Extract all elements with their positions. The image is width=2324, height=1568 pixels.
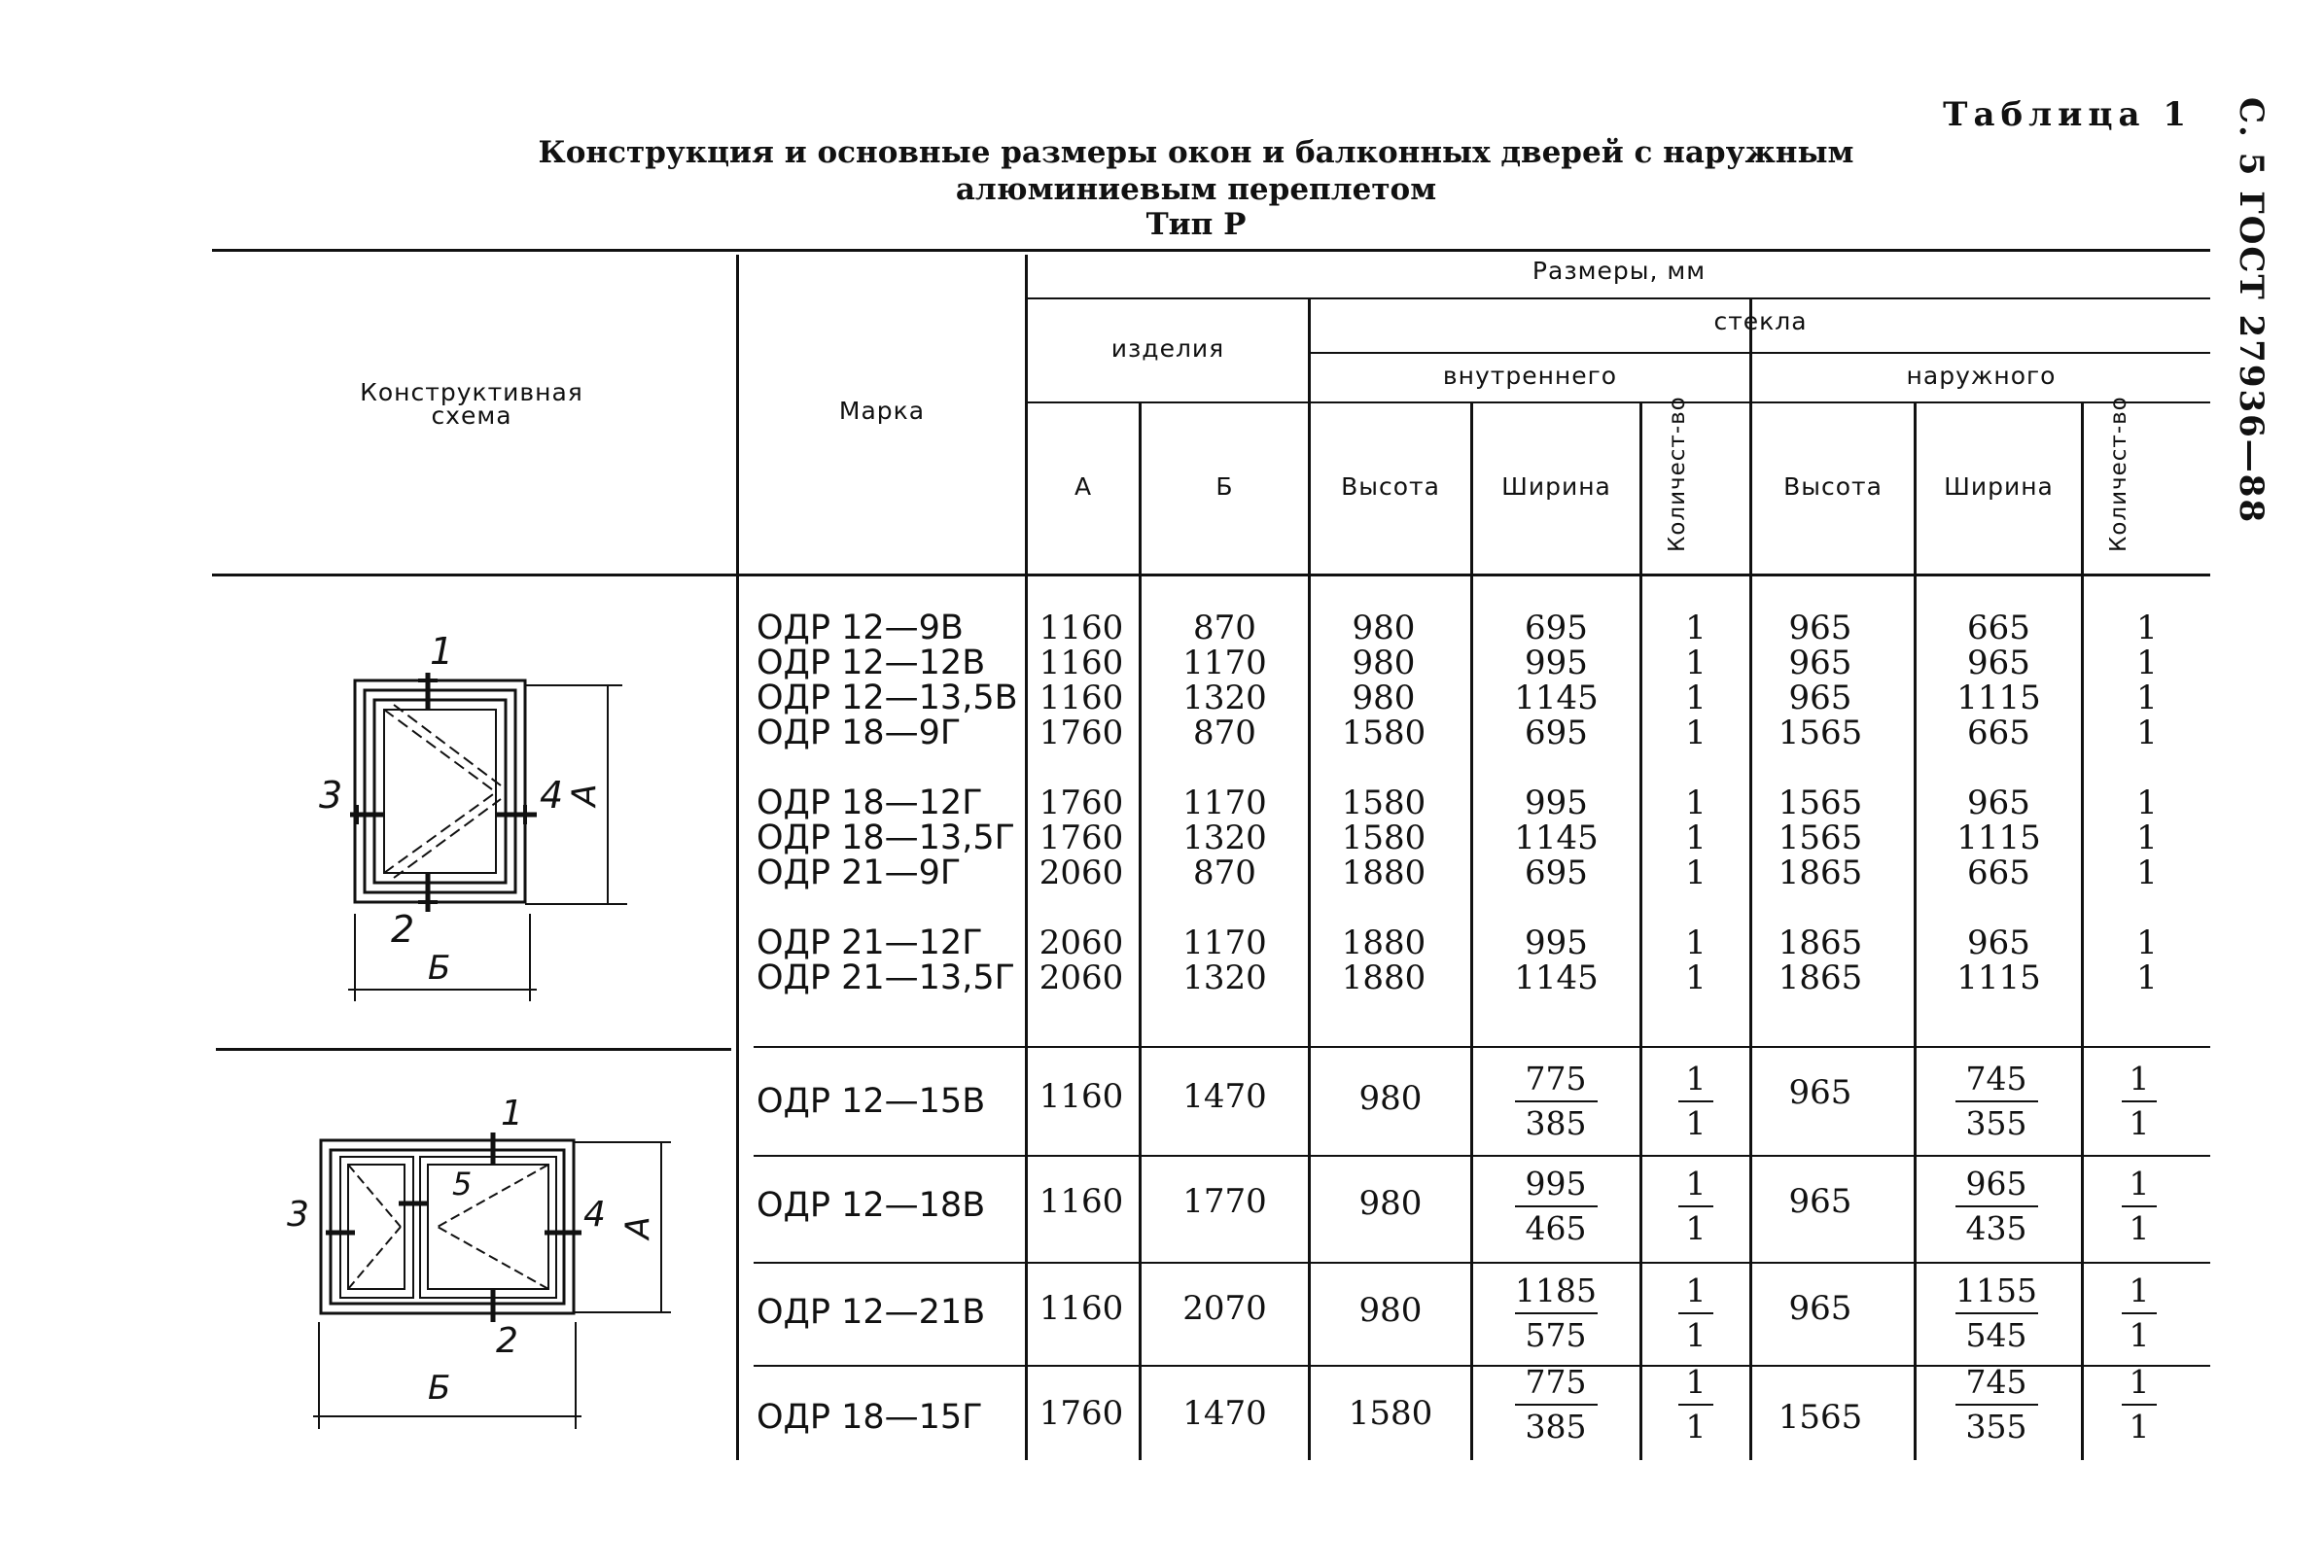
header-outer: наружного (1906, 362, 2057, 390)
cell-inner-height: 1580 (1341, 784, 1426, 822)
cell-b: 1320 (1182, 819, 1267, 857)
header-a: А (1074, 472, 1093, 501)
cell-outer-height: 1565 (1778, 714, 1863, 752)
fraction-denominator: 355 (1965, 1408, 2027, 1446)
fraction-denominator: 1 (1685, 1104, 1707, 1142)
cell-outer-height: 1565 (1778, 1398, 1863, 1437)
cell-a: 1160 (1039, 679, 1124, 717)
fraction-denominator: 1 (1685, 1408, 1707, 1446)
fraction-denominator: 575 (1525, 1316, 1587, 1354)
table-label: Таблица 1 (1943, 95, 2192, 134)
row-mark: ОДР 18—15Г (757, 1398, 983, 1437)
cell-inner-qty: 1 (1685, 958, 1707, 997)
cell-b: 870 (1193, 609, 1256, 647)
row-mark: ОДР 12—9В (757, 609, 964, 647)
cell-inner-qty-fraction (1667, 1361, 1725, 1448)
header-sizes: Размеры, мм (1532, 257, 1707, 285)
cell-outer-width-fraction (1938, 1270, 2055, 1357)
cell-inner-width: 1145 (1514, 958, 1599, 997)
header-inner: внутреннего (1442, 362, 1618, 390)
fraction-denominator: 1 (2129, 1316, 2150, 1354)
fraction-numerator: 1 (2122, 1270, 2157, 1314)
header-inner-width: Ширина (1501, 472, 1611, 501)
header-mark: Марка (838, 397, 926, 425)
cell-inner-height: 1580 (1341, 819, 1426, 857)
cell-inner-qty-fraction (1667, 1270, 1725, 1357)
cell-inner-width: 995 (1525, 784, 1588, 822)
header-product: изделия (1110, 334, 1225, 363)
cell-b: 1320 (1182, 679, 1267, 717)
cell-inner-width: 1145 (1514, 679, 1599, 717)
diagram1-label-3: 3 (319, 774, 343, 817)
cell-a: 1760 (1039, 784, 1124, 822)
fraction-numerator: 1 (2122, 1058, 2157, 1102)
header-outer-height: Высота (1783, 472, 1883, 501)
cell-outer-qty-fraction (2110, 1270, 2168, 1357)
row-mark: ОДР 18—13,5Г (757, 819, 1015, 857)
cell-inner-width: 1145 (1514, 819, 1599, 857)
fraction-numerator: 1155 (1955, 1270, 2038, 1314)
cell-b: 870 (1193, 714, 1256, 752)
row-mark: ОДР 12—21В (757, 1293, 986, 1332)
cell-inner-height: 980 (1358, 1291, 1423, 1330)
fraction-denominator: 435 (1965, 1209, 2027, 1247)
cell-outer-qty: 1 (2136, 644, 2158, 682)
cell-inner-height: 980 (1352, 609, 1416, 647)
fraction-numerator: 1 (1678, 1058, 1713, 1102)
cell-outer-height: 1865 (1778, 923, 1863, 962)
cell-inner-width-fraction (1497, 1058, 1614, 1145)
cell-inner-height: 1880 (1341, 923, 1426, 962)
fraction-denominator: 1 (1685, 1316, 1707, 1354)
table-title-type: Тип Р (1145, 207, 1247, 242)
diagram1-label-1: 1 (430, 630, 454, 673)
fraction-numerator: 1 (1678, 1163, 1713, 1207)
cell-inner-qty: 1 (1685, 644, 1707, 682)
cell-inner-width-fraction (1497, 1361, 1614, 1448)
cell-b: 1170 (1182, 644, 1267, 682)
cell-outer-qty: 1 (2136, 784, 2158, 822)
fraction-denominator: 385 (1525, 1104, 1587, 1142)
fraction-denominator: 355 (1965, 1104, 2027, 1142)
fraction-denominator: 1 (2129, 1104, 2150, 1142)
cell-a: 2060 (1039, 854, 1124, 892)
row-mark: ОДР 18—9Г (757, 714, 962, 752)
cell-outer-width: 965 (1967, 644, 2030, 682)
cell-inner-qty: 1 (1685, 784, 1707, 822)
row-mark: ОДР 12—18В (757, 1186, 986, 1225)
fraction-numerator: 1 (1678, 1361, 1713, 1406)
cell-outer-width-fraction (1938, 1163, 2055, 1250)
header-outer-width: Ширина (1944, 472, 2054, 501)
cell-b: 1170 (1182, 784, 1267, 822)
cell-outer-width: 965 (1967, 784, 2030, 822)
cell-outer-qty-fraction (2110, 1058, 2168, 1145)
table-title-line1: Конструкция и основные размеры окон и балконных дверей с наружным (538, 135, 1854, 170)
cell-inner-qty: 1 (1685, 854, 1707, 892)
cell-outer-height: 965 (1788, 1182, 1852, 1221)
cell-b: 1320 (1182, 958, 1267, 997)
row-mark: ОДР 12—15В (757, 1082, 986, 1121)
fraction-numerator: 745 (1955, 1361, 2038, 1406)
diagram1-label-2: 2 (391, 908, 415, 951)
cell-outer-height: 1865 (1778, 854, 1863, 892)
row-mark: ОДР 21—12Г (757, 923, 983, 962)
diagram1-label-a: А (565, 784, 605, 807)
header-b: Б (1215, 472, 1234, 501)
cell-a: 1160 (1039, 1182, 1124, 1221)
cell-outer-qty: 1 (2136, 609, 2158, 647)
diagram2-label-5: 5 (452, 1166, 473, 1202)
fraction-numerator: 1 (2122, 1361, 2157, 1406)
cell-a: 1760 (1039, 819, 1124, 857)
cell-inner-qty-fraction (1667, 1163, 1725, 1250)
diagram2-label-a: А (618, 1216, 658, 1239)
cell-b: 2070 (1182, 1289, 1267, 1328)
double-sash-diagram (313, 1132, 671, 1429)
cell-inner-width-fraction (1497, 1163, 1614, 1250)
cell-a: 1760 (1039, 714, 1124, 752)
header-inner-qty: Количест-во (1665, 396, 1690, 552)
fraction-numerator: 775 (1515, 1361, 1598, 1406)
table-title-line2: алюминиевым переплетом (955, 172, 1437, 207)
cell-inner-qty-fraction (1667, 1058, 1725, 1145)
header-outer-qty: Количест-во (2106, 396, 2131, 552)
row-mark: ОДР 21—13,5Г (757, 958, 1015, 997)
gost-page-header: С. 5 ГОСТ 27936—88 (2232, 97, 2271, 525)
cell-outer-width: 1115 (1956, 679, 2041, 717)
cell-a: 1160 (1039, 1077, 1124, 1116)
cell-outer-width: 665 (1967, 714, 2030, 752)
cell-inner-width-fraction (1497, 1270, 1614, 1357)
cell-outer-width: 1115 (1956, 958, 2041, 997)
header-glass: стекла (1713, 307, 1808, 335)
cell-outer-height: 965 (1788, 644, 1852, 682)
cell-inner-qty: 1 (1685, 609, 1707, 647)
cell-a: 1160 (1039, 1289, 1124, 1328)
fraction-denominator: 545 (1965, 1316, 2027, 1354)
cell-a: 1160 (1039, 644, 1124, 682)
cell-inner-qty: 1 (1685, 679, 1707, 717)
cell-outer-qty: 1 (2136, 958, 2158, 997)
cell-inner-width: 995 (1525, 644, 1588, 682)
cell-inner-height: 980 (1358, 1184, 1423, 1223)
cell-inner-height: 980 (1358, 1079, 1423, 1118)
cell-inner-qty: 1 (1685, 819, 1707, 857)
fraction-denominator: 465 (1525, 1209, 1587, 1247)
cell-outer-qty: 1 (2136, 819, 2158, 857)
cell-outer-width-fraction (1938, 1361, 2055, 1448)
single-sash-diagram (348, 673, 627, 1001)
cell-inner-width: 695 (1525, 854, 1588, 892)
row-mark: ОДР 18—12Г (757, 784, 983, 822)
diagram2-label-4: 4 (583, 1195, 606, 1235)
cell-outer-height: 965 (1788, 1289, 1852, 1328)
cell-inner-height: 980 (1352, 679, 1416, 717)
cell-outer-width: 1115 (1956, 819, 2041, 857)
row-mark: ОДР 12—12В (757, 644, 986, 682)
cell-inner-height: 1580 (1348, 1394, 1433, 1433)
cell-a: 1760 (1039, 1394, 1124, 1433)
cell-outer-height: 965 (1788, 679, 1852, 717)
cell-a: 1160 (1039, 609, 1124, 647)
fraction-numerator: 745 (1955, 1058, 2038, 1102)
fraction-numerator: 965 (1955, 1163, 2038, 1207)
cell-inner-width: 695 (1525, 714, 1588, 752)
cell-outer-height: 1865 (1778, 958, 1863, 997)
cell-b: 870 (1193, 854, 1256, 892)
fraction-denominator: 1 (2129, 1209, 2150, 1247)
cell-outer-width: 965 (1967, 923, 2030, 962)
cell-outer-qty: 1 (2136, 923, 2158, 962)
cell-outer-width: 665 (1967, 854, 2030, 892)
cell-outer-height: 1565 (1778, 819, 1863, 857)
cell-outer-width-fraction (1938, 1058, 2055, 1145)
cell-inner-width: 695 (1525, 609, 1588, 647)
cell-outer-qty-fraction (2110, 1361, 2168, 1448)
diagram2-label-b: Б (428, 1369, 451, 1408)
fraction-numerator: 775 (1515, 1058, 1598, 1102)
cell-b: 1770 (1182, 1182, 1267, 1221)
diagram2-label-1: 1 (501, 1094, 523, 1133)
cell-outer-qty-fraction (2110, 1163, 2168, 1250)
diagram2-label-3: 3 (287, 1195, 309, 1235)
diagram1-label-4: 4 (540, 774, 564, 817)
fraction-numerator: 1 (2122, 1163, 2157, 1207)
cell-outer-height: 965 (1788, 1073, 1852, 1112)
diagram1-label-b: Б (428, 949, 451, 988)
header-scheme: Конструктивная схема (360, 378, 583, 430)
cell-outer-height: 965 (1788, 609, 1852, 647)
cell-inner-qty: 1 (1685, 714, 1707, 752)
cell-outer-height: 1565 (1778, 784, 1863, 822)
cell-inner-height: 980 (1352, 644, 1416, 682)
fraction-denominator: 1 (1685, 1209, 1707, 1247)
fraction-numerator: 1185 (1515, 1270, 1598, 1314)
cell-outer-width: 665 (1967, 609, 2030, 647)
cell-outer-qty: 1 (2136, 854, 2158, 892)
fraction-numerator: 1 (1678, 1270, 1713, 1314)
cell-b: 1170 (1182, 923, 1267, 962)
diagram2-label-2: 2 (496, 1321, 518, 1361)
cell-inner-height: 1880 (1341, 958, 1426, 997)
cell-outer-qty: 1 (2136, 714, 2158, 752)
cell-a: 2060 (1039, 958, 1124, 997)
cell-inner-height: 1580 (1341, 714, 1426, 752)
cell-inner-qty: 1 (1685, 923, 1707, 962)
cell-a: 2060 (1039, 923, 1124, 962)
fraction-numerator: 995 (1515, 1163, 1598, 1207)
row-mark: ОДР 12—13,5В (757, 679, 1018, 717)
cell-outer-qty: 1 (2136, 679, 2158, 717)
cell-b: 1470 (1182, 1077, 1267, 1116)
cell-inner-height: 1880 (1341, 854, 1426, 892)
header-inner-height: Высота (1341, 472, 1440, 501)
fraction-denominator: 385 (1525, 1408, 1587, 1446)
cell-b: 1470 (1182, 1394, 1267, 1433)
fraction-denominator: 1 (2129, 1408, 2150, 1446)
cell-inner-width: 995 (1525, 923, 1588, 962)
row-mark: ОДР 21—9Г (757, 854, 962, 892)
